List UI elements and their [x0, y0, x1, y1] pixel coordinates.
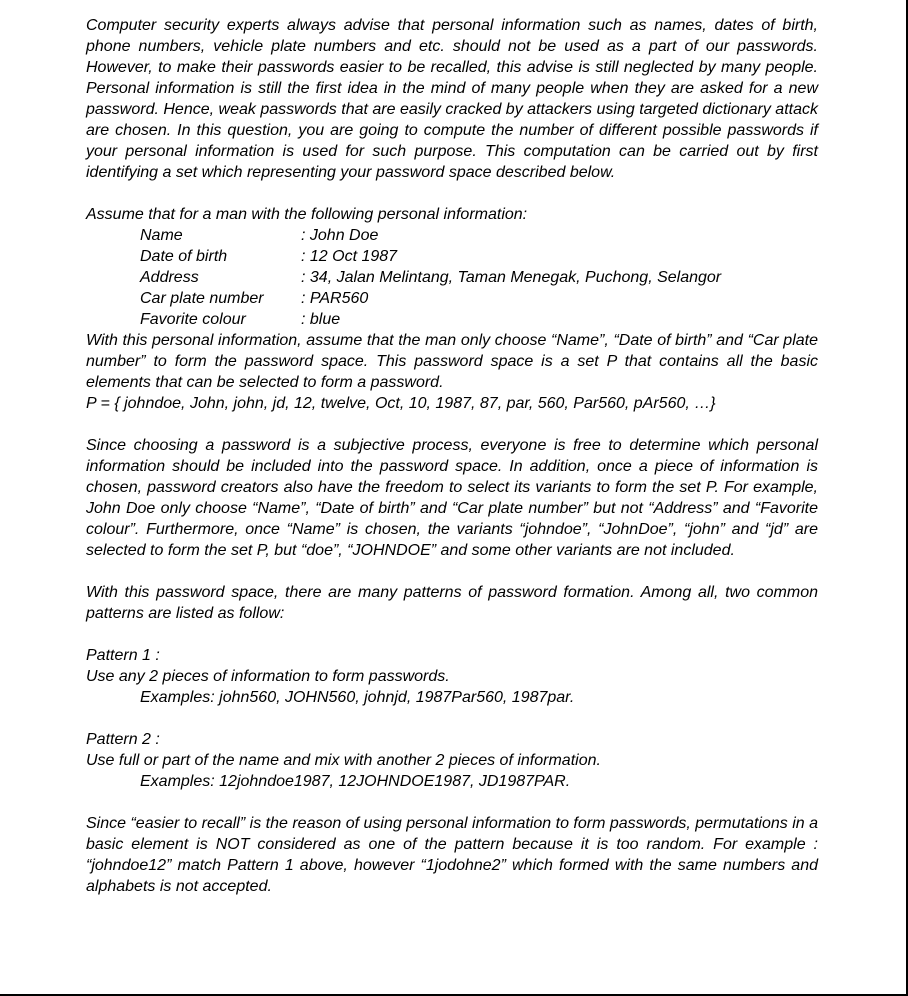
intro-paragraph: Computer security experts always advise that personal information such as names, dates of birth, phone numbers, vehicle plate numbers and etc. should not be used as a part of our passwords. However, to make their passwords easier to be recalled, this advise is still neglected by many people. Personal information is still the first idea in the mind of many people when they are asked for a new password. Hence, weak passwords that are easily cracked by attackers using targeted dictionary attack are chosen. In this question, you are going to compute the number of different possible passwords if your personal information is used for such purpose. This computation can be carried out by first identifying a set which representing your password space described below. — [86, 17, 818, 181]
paragraph-gap — [86, 792, 818, 813]
paragraph-gap — [86, 414, 818, 435]
pattern-1-examples: Examples: john560, JOHN560, johnjd, 1987Par560, 1987par. — [140, 689, 575, 706]
pattern-2-title: Pattern 2 : — [86, 731, 160, 748]
info-label: Address — [140, 269, 199, 286]
info-value: : 12 Oct 1987 — [301, 248, 398, 265]
info-row-address — [86, 267, 818, 288]
paragraph-gap — [86, 624, 818, 645]
set-p-definition: P = { johndoe, John, john, jd, 12, twelve, Oct, 10, 1987, 87, par, 560, Par560, pAr560, …} — [86, 395, 716, 412]
info-row-name — [86, 225, 818, 246]
info-label: Name — [140, 227, 183, 244]
password-space-paragraph: With this personal information, assume that the man only choose “Name”, “Date of birth” and “Car plate number” to form the password space. This password space is a set P that contains all the basic elements that can be selected to form a password. — [86, 332, 818, 391]
info-row-favorite-colour — [86, 309, 818, 330]
subjective-paragraph: Since choosing a password is a subjective process, everyone is free to determine which personal information should be included into the password space. In addition, once a piece of information is chosen, password creators also have the freedom to select its variants to form the set P. For example, John Doe only choose “Name”, “Date of birth” and “Car plate number” but not “Address” and “Favorite colour”. Furthermore, once “Name” is chosen, the variants “johndoe”, “JohnDoe”, “john” and “jd” are selected to form the set P, but “doe”, “JOHNDOE” and some other variants are not included. — [86, 437, 818, 559]
pattern-2-description: Use full or part of the name and mix with another 2 pieces of information. — [86, 752, 601, 769]
pattern-1-description: Use any 2 pieces of information to form passwords. — [86, 668, 450, 685]
pattern-1-title: Pattern 1 : — [86, 647, 160, 664]
pattern-1-block — [86, 645, 818, 708]
info-row-date-of-birth — [86, 246, 818, 267]
info-value: : PAR560 — [301, 290, 369, 307]
paragraph-gap — [86, 708, 818, 729]
paragraph-gap — [86, 183, 818, 204]
document-body — [86, 15, 818, 897]
patterns-intro-paragraph: With this password space, there are many patterns of password formation. Among all, two common patterns are listed as follow: — [86, 584, 818, 622]
closing-paragraph: Since “easier to recall” is the reason of using personal information to form passwords, permutations in a basic element is NOT considered as one of the pattern because it is too random. For example : “johndoe12” match Pattern 1 above, however “1jodohne2” which formed with the same numbers and alphabets is not accepted. — [86, 815, 818, 895]
info-value: : blue — [301, 311, 341, 328]
info-value: : John Doe — [301, 227, 379, 244]
info-label: Favorite colour — [140, 311, 246, 328]
info-label: Date of birth — [140, 248, 228, 265]
info-value: : 34, Jalan Melintang, Taman Menegak, Puchong, Selangor — [301, 269, 722, 286]
paragraph-gap — [86, 561, 818, 582]
assume-line: Assume that for a man with the following personal information: — [86, 206, 528, 223]
personal-info-list — [86, 225, 818, 330]
pattern-2-examples: Examples: 12johndoe1987, 12JOHNDOE1987, JD1987PAR. — [140, 773, 571, 790]
info-row-car-plate — [86, 288, 818, 309]
pattern-2-block — [86, 729, 818, 792]
info-label: Car plate number — [140, 290, 264, 307]
